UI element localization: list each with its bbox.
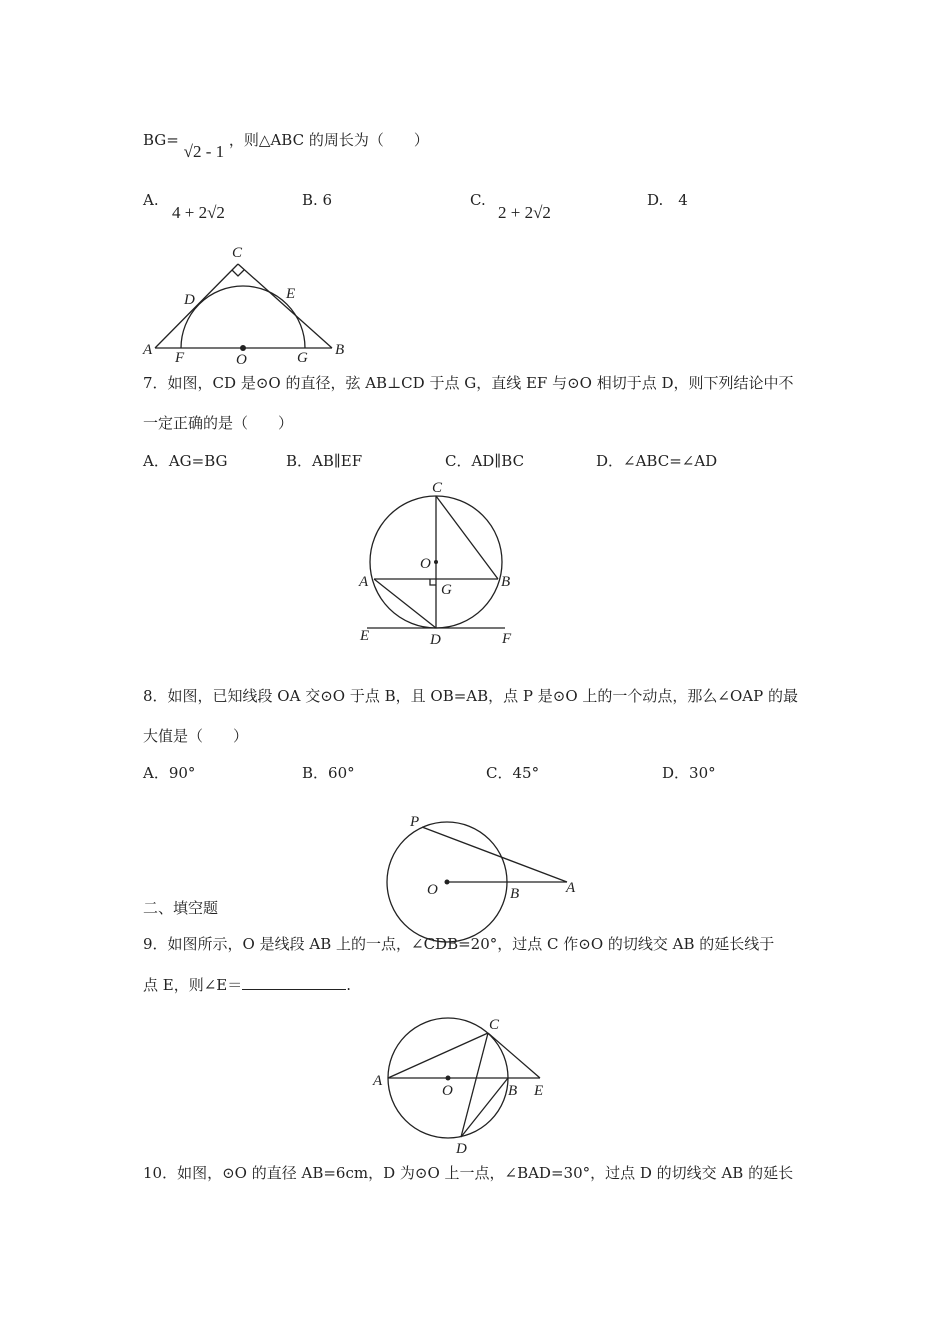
q9-line2-prefix: 点 E，则∠E＝ xyxy=(143,976,243,994)
q6-option-a[interactable] xyxy=(143,190,159,210)
q7-label-d: D xyxy=(430,632,441,648)
q9-label-c: C xyxy=(489,1017,500,1033)
q7-label-o: O xyxy=(420,556,431,572)
q8-line1: 8．如图，已知线段 OA 交⊙O 于点 B，且 OB=AB，点 P 是⊙O 上的一个动点，那么∠OAP 的最 xyxy=(143,687,798,705)
q8-option-b[interactable]: B．60° xyxy=(302,764,355,782)
q8-segment-pa xyxy=(422,827,567,882)
q7-label-c: C xyxy=(432,480,443,496)
q9-line2-suffix: . xyxy=(346,976,352,994)
q6-option-a-label: A. xyxy=(143,191,159,209)
q8-figure xyxy=(380,812,590,947)
q7-option-a[interactable]: A．AG=BG xyxy=(143,452,228,470)
q9-answer-blank[interactable] xyxy=(242,975,346,990)
q7-label-f: F xyxy=(502,631,512,647)
q9-label-a: A xyxy=(373,1073,383,1089)
q8-label-p: P xyxy=(410,814,420,830)
q8-center-dot xyxy=(445,880,450,885)
q9-line2 xyxy=(143,975,351,995)
q7-center-dot xyxy=(434,560,438,564)
q9-line1: 9．如图所示，O 是线段 AB 上的一点，∠CDB=20°，过点 C 作⊙O 的切线交 AB 的延长线于 xyxy=(143,935,775,953)
q6-option-a-math: 4 + 2√2 xyxy=(172,203,225,222)
q9-center-dot xyxy=(446,1076,451,1081)
q8-option-a[interactable]: A．90° xyxy=(143,764,196,782)
q7-option-b[interactable]: B．AB∥EF xyxy=(286,452,363,470)
q8-option-c[interactable]: C．45° xyxy=(486,764,540,782)
q8-label-b: B xyxy=(510,886,520,902)
q7-figure xyxy=(355,478,525,653)
q9-tangent-ce xyxy=(488,1033,540,1078)
q7-label-e: E xyxy=(360,628,370,644)
q6-stem-suffix: ，则△ABC 的周长为（ ） xyxy=(228,131,429,149)
q7-label-a: A xyxy=(359,574,369,590)
q6-right-angle-mark xyxy=(232,270,244,276)
q6-label-b: B xyxy=(335,342,345,358)
q6-label-e: E xyxy=(286,286,296,302)
q6-label-g: G xyxy=(297,350,308,366)
q9-figure xyxy=(368,1015,558,1160)
q6-side-ac xyxy=(155,264,238,348)
q6-option-c-label: C. xyxy=(470,191,486,209)
q6-stem xyxy=(143,130,429,161)
q9-segment-ac xyxy=(388,1033,488,1078)
section-heading: 二、填空题 xyxy=(143,899,219,917)
q6-label-d: D xyxy=(184,292,195,308)
q9-segment-cd xyxy=(461,1033,488,1137)
q6-option-c-math: 2 + 2√2 xyxy=(498,203,551,222)
q7-line1: 7．如图，CD 是⊙O 的直径，弦 AB⊥CD 于点 G，直线 EF 与⊙O 相切于点 D，则下列结论中不 xyxy=(143,374,794,392)
q7-right-angle-mark xyxy=(430,579,436,585)
q6-label-o: O xyxy=(236,352,247,368)
q9-label-d: D xyxy=(456,1141,467,1157)
q6-label-a: A xyxy=(143,342,153,358)
q7-segment-cb xyxy=(436,496,498,579)
q9-label-e: E xyxy=(534,1083,544,1099)
q7-option-c[interactable]: C．AD∥BC xyxy=(445,452,525,470)
q6-option-c[interactable] xyxy=(470,190,486,210)
q6-center-dot xyxy=(240,345,246,351)
q6-side-cb xyxy=(238,264,332,348)
q8-option-d[interactable]: D．30° xyxy=(662,764,716,782)
q6-label-c: C xyxy=(232,245,243,261)
q7-label-b: B xyxy=(501,574,511,590)
q8-label-o: O xyxy=(427,882,438,898)
q7-line2: 一定正确的是（ ） xyxy=(143,414,294,432)
q9-label-b: B xyxy=(508,1083,518,1099)
q8-label-a: A xyxy=(566,880,576,896)
q6-option-b[interactable]: B. 6 xyxy=(302,191,333,209)
q6-figure xyxy=(140,240,360,368)
q8-line2: 大值是（ ） xyxy=(143,727,249,745)
q7-label-g: G xyxy=(441,582,452,598)
q6-stem-math: √2 - 1 xyxy=(183,142,225,161)
q9-label-o: O xyxy=(442,1083,453,1099)
q10-line1: 10．如图，⊙O 的直径 AB=6cm，D 为⊙O 上一点，∠BAD=30°，过点 D 的切线交 AB 的延长 xyxy=(143,1164,794,1182)
q7-option-d[interactable]: D．∠ABC=∠AD xyxy=(596,452,718,470)
q6-stem-prefix: BG= xyxy=(143,131,179,149)
q6-option-d[interactable]: D. 4 xyxy=(647,191,688,209)
q6-label-f: F xyxy=(175,350,185,366)
